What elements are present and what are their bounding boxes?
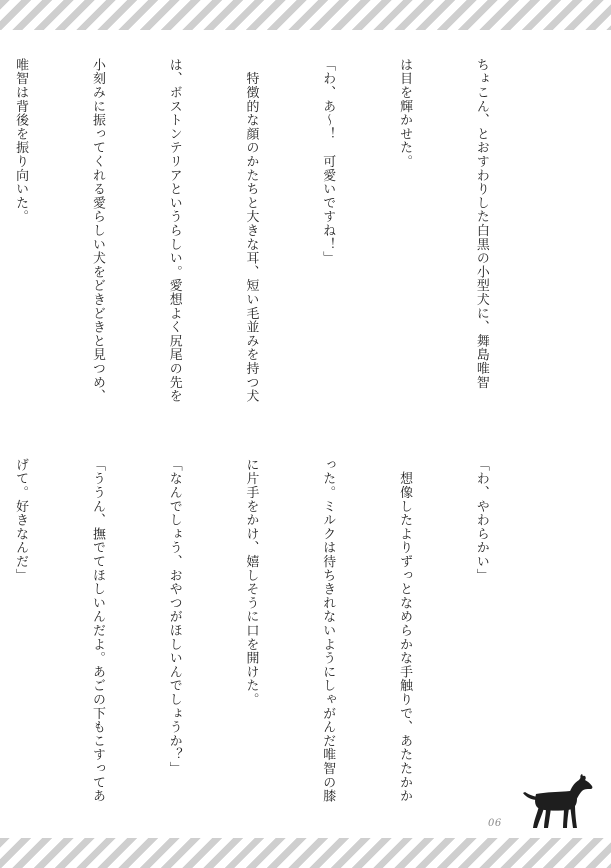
- text-line: 「なんでしょう、おやつがほしいんでしょうか？」: [166, 458, 182, 776]
- lower-text-section: [0, 458, 545, 808]
- page-number: 06: [488, 818, 502, 829]
- text-line: は、ボストンテリアというらしい。愛想よく尻尾の先を: [166, 58, 182, 403]
- text-line: 「わ、あ〜！ 可愛いですね！」: [320, 58, 336, 265]
- text-line: げて。好きなんだ」: [13, 458, 29, 583]
- top-stripe-border: [0, 0, 611, 30]
- bottom-stripe-border: [0, 838, 611, 868]
- text-line: 想像したよりずっとなめらかな手触りで、あたたかか: [397, 458, 413, 803]
- text-line: 小刻みに振ってくれる愛らしい犬をどきどきと見つめ、: [89, 58, 105, 403]
- text-line: は目を輝かせた。: [397, 58, 413, 169]
- text-line: ちょこん、とおすわりした白黒の小型犬に、舞島唯智: [473, 58, 489, 390]
- text-line: 「ううん、撫でてほしいんだよ。あごの下もこすってあ: [89, 458, 105, 803]
- upper-text-section: [0, 58, 545, 428]
- dog-silhouette-icon: [520, 772, 596, 832]
- text-line: 「わ、やわらかい」: [473, 458, 489, 583]
- text-line: に片手をかけ、嬉しそうに口を開けた。: [243, 458, 259, 707]
- text-line: 唯智は背後を振り向いた。: [13, 58, 29, 224]
- text-line: った。ミルクは待ちきれないようにしゃがんだ唯智の膝: [320, 458, 336, 803]
- text-line: 特徴的な顔のかたちと大きな耳、短い毛並みを持つ犬: [243, 58, 259, 403]
